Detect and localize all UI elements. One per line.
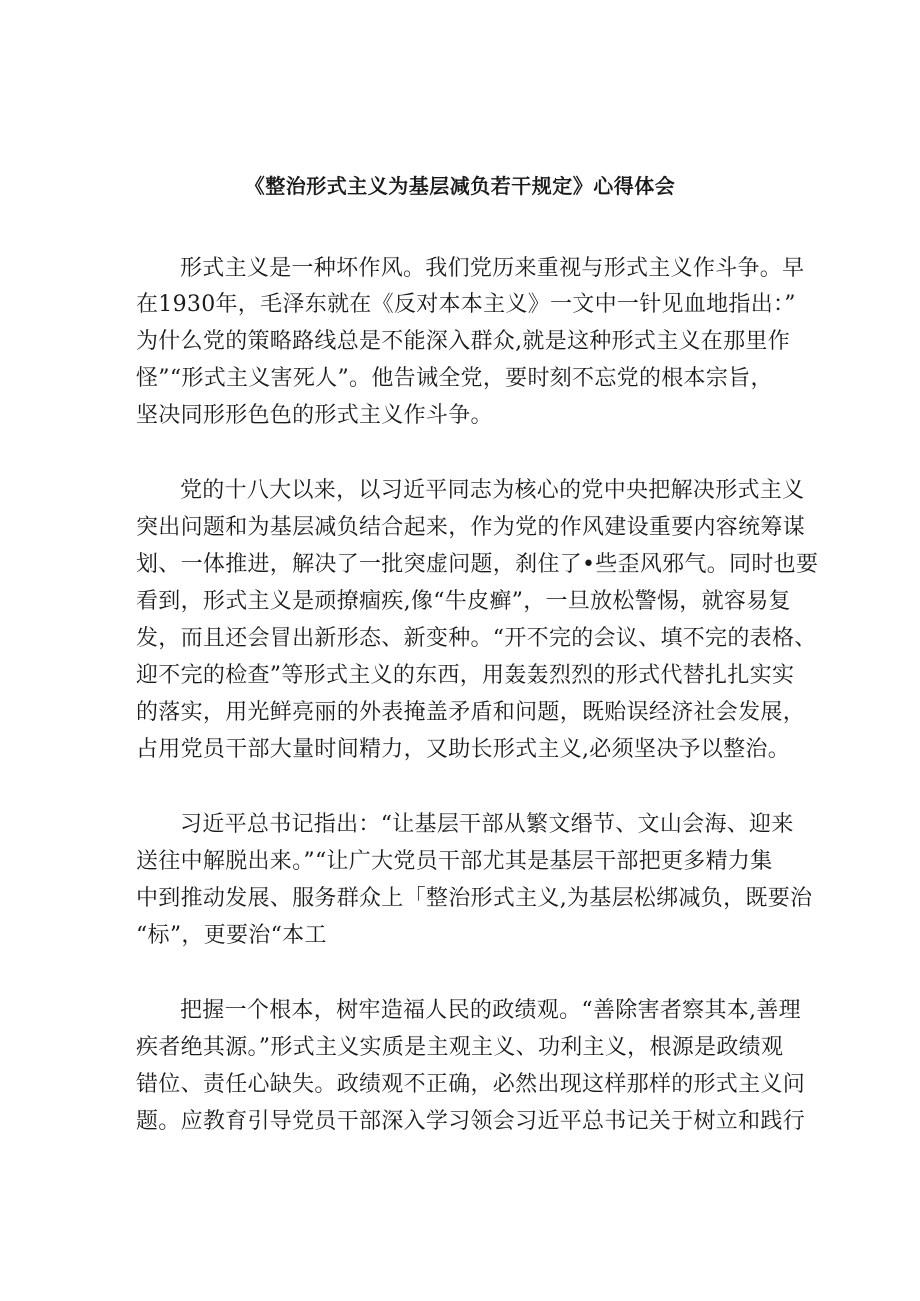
paragraph-line: 把握一个根本，树牢造福人民的政绩观。“善除害者察其本,善理	[180, 998, 801, 1023]
paragraph-line: 划、一体推进，解决了一批突虚问题，刹住了•些歪风邪气。同时也要	[136, 552, 819, 577]
paragraph-line: 疾者绝其源。”形式主义实质是主观主义、功利主义，根源是政绩观	[136, 1035, 784, 1060]
paragraph-line: 迎不完的检查”等形式主义的东西，用轰轰烈烈的形式代替扎扎实实	[136, 663, 795, 688]
document-title: 《整治形式主义为基层减负若干规定》心得体会	[244, 174, 676, 198]
paragraph-line: 坚决同形形色色的形式主义作斗争。	[136, 403, 493, 428]
paragraph-line: 错位、责任心缺失。政绩观不正确，必然出现这样那样的形式主义问	[136, 1072, 806, 1097]
paragraph-line: 形式主义是一种坏作风。我们党历来重视与形式主义作斗争。早	[180, 256, 805, 281]
paragraph-line: 习近平总书记指出：“让基层干部从繁文缗节、文山会海、迎来	[180, 812, 794, 837]
paragraph-line: 占用党员干部大量时间精力，又助长形式主义,必须坚决予以整治。	[136, 737, 790, 762]
paragraph-line: 突出问题和为基层减负结合起来，作为党的作风建设重要内容统筹谋	[136, 515, 806, 540]
paragraph-line: 看到，形式主义是顽撩痼疾,像“牛皮癣”，一旦放松警惕，就容易复	[136, 589, 791, 614]
paragraph-line: 送往中解脱出来。”“让广大党员干部尤其是基层干部把更多精力集	[136, 849, 773, 874]
paragraph-line: “标”，更要治“本工	[136, 923, 327, 948]
paragraph-line: 怪”“形式主义害死人”。他告诫全党，要时刻不忘党的根本宗旨，	[136, 366, 773, 391]
paragraph-line: 为什么党的策略路线总是不能深入群众,就是这种形式主义在那里作	[136, 329, 790, 354]
paragraph-line: 在1930年，毛泽东就在《反对本本主义》一文中一针见血地指出：”	[136, 292, 796, 317]
paragraph-line: 党的十八大以来，以习近平同志为核心的党中央把解决形式主义	[180, 478, 805, 503]
paragraph-line: 发，而且还会冒出新形态、新变种。“开不完的会议、填不完的表格、	[136, 626, 817, 651]
paragraph-line: 题。应教育引导党员干部深入学习领会习近平总书记关于树立和践行	[136, 1109, 806, 1134]
paragraph-line: 的落实，用光鲜亮丽的外表掩盖矛盾和问题，既贻误经济社会发展，	[136, 700, 806, 725]
paragraph-line: 中到推动发展、服务群众上「整治形式主义,为基层松绑减负，既要治	[136, 886, 813, 911]
